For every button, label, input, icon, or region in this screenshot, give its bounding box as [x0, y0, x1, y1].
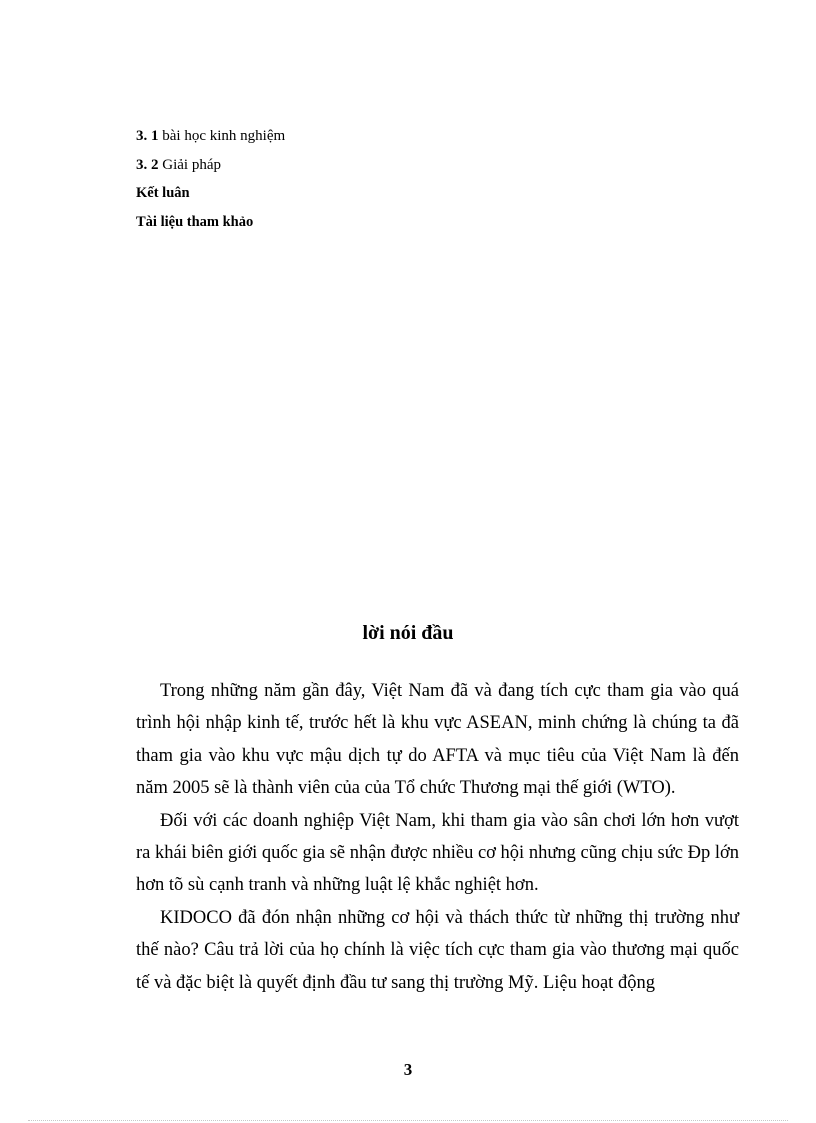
toc-item-title: Giải pháp [158, 156, 221, 173]
page-number: 3 [403, 1060, 413, 1079]
toc-item-number: 3. 1 [136, 128, 159, 144]
table-of-contents [136, 122, 636, 236]
section-heading: lời nói đầu [362, 622, 454, 644]
paragraph: KIDOCO đã đón nhận những cơ hội và thách thức từ những thị trường như thế nào? Câu trả lời của họ chính là việc tích cực tham gia vào thương mại quốc tế và đặc biệt là quyết định đầu tư sang thị trường Mỹ. Liệu hoạt động [136, 907, 739, 993]
paragraph: Đối với các doanh nghiệp Việt Nam, khi tham gia vào sân chơi lớn hơn vượt ra khái biên giới quốc gia sẽ nhận được nhiều cơ hội nhưng cũng chịu sức Đp lớn hơn tõ sù cạnh tranh và những luật lệ khắc nghiệt hơn. [136, 810, 740, 896]
toc-item-number: 3. 2 [136, 156, 159, 173]
toc-item [136, 151, 636, 180]
toc-item [136, 208, 636, 237]
body-text [136, 675, 739, 999]
footer-divider [28, 1120, 788, 1121]
paragraph: Trong những năm gần đây, Việt Nam đã và đang tích cực tham gia vào quá trình hội nhập kinh tế, trước hết là khu vực ASEAN, minh chứng là chúng ta đã tham gia vào khu vực mậu dịch tự do AFTA và mục tiêu của Việt Nam là đến năm 2005 sẽ là thành viên của của Tổ chức Thương mại thế giới (WTO). [136, 681, 739, 799]
toc-item-title: bài học kinh nghiệm [158, 128, 286, 144]
toc-item [136, 122, 636, 151]
toc-item-title: Tài liệu tham khảo [136, 213, 254, 230]
toc-item-title: Kết luân [136, 185, 190, 201]
toc-item [136, 179, 636, 208]
